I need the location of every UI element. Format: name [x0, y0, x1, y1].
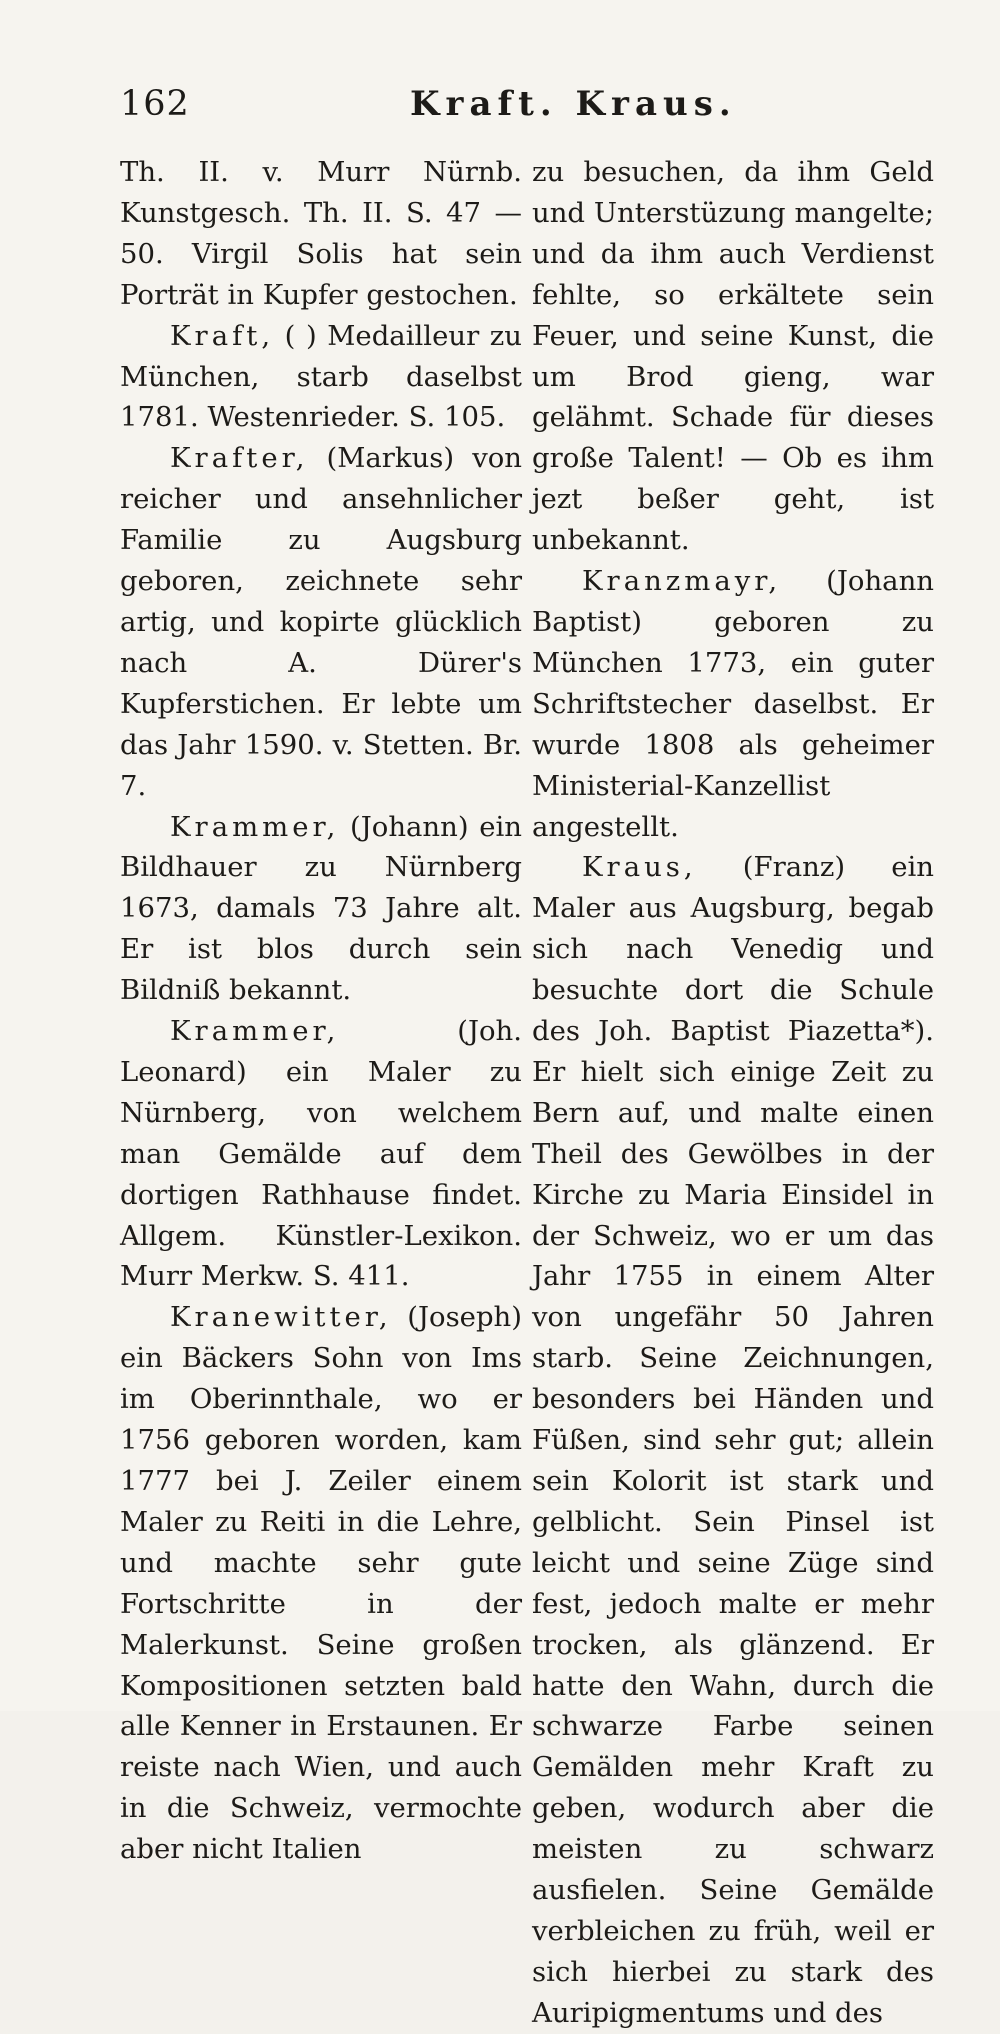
column-gutter [528, 150, 529, 1670]
page-header [120, 84, 920, 134]
entry-kraus [532, 847, 934, 2033]
entry-text: (Joh. Leonard) ein Maler zu Nürnberg, von welchem man Gemälde auf dem dortigen Rathhause findet. Allgem. Künstler-Lexikon. Murr Merkw. S. 411. [120, 1015, 522, 1293]
entry-name: Kraus, [582, 851, 697, 884]
entry-continuation: Th. II. v. Murr Nürnb. Kunstgesch. Th. II. S. 47 — 50. Virgil Solis hat sein Porträt in Kupfer gestochen. [120, 156, 522, 311]
entry-kraft [120, 316, 522, 439]
entry-kranewitter [120, 1297, 522, 1870]
entry-name: Krammer, [170, 810, 340, 843]
right-column [532, 152, 934, 2034]
entry-name: Kranzmayr, [582, 565, 782, 598]
entry-text: (Markus) von reicher und ansehnlicher Familie zu Augsburg geboren, zeichnete sehr artig, und kopirte glücklich nach A. Dürer's Kupferstichen. Er lebte um das Jahr 1590. v. Stetten. Br. 7. [120, 442, 522, 802]
entry-name: Krafter, [170, 442, 309, 475]
entry-text: (Franz) ein Maler aus Augsburg, begab sich nach Venedig und besuchte dort die Schule des Joh. Baptist Piazetta*). Er hielt sich einige Zeit zu Bern auf, und malte einen Theil des Gewölbes in der Kirche zu Maria Einsidel in der Schweiz, wo er um das Jahr 1755 in einem Alter von ungefähr 50 Jahren starb. Seine Zeichnungen, besonders bei Händen und Füßen, sind sehr gut; allein sein Kolorit ist stark und gelblicht. Sein Pinsel ist leicht und seine Züge sind fest, jedoch malte er mehr trocken, als glänzend. Er hatte den Wahn, durch die schwarze Farbe seinen Gemälden mehr Kraft zu geben, wodurch aber die meisten zu schwarz ausfielen. Seine Gemälde verbleichen zu früh, weil er sich hierbei zu stark des Auripigmentums und des [532, 851, 934, 2029]
entry-continuation: zu besuchen, da ihm Geld und Unterstüzung mangelte; und da ihm auch Verdienst fehlte, so erkältete sein Feuer, und seine Kunst, die um Brod gieng, war gelähmt. Schade für dieses große Talent! — Ob es ihm jezt beßer geht, ist unbekannt. [532, 156, 934, 557]
entry-kranzmayr [532, 561, 934, 847]
running-title: Kraft. Kraus. [410, 84, 737, 124]
entry-text: ( ) Medailleur zu München, starb daselbst 1781. Westenrieder. S. 105. [120, 319, 522, 434]
entry-krammer-johann [120, 807, 522, 1012]
entry-krafter [120, 438, 522, 806]
entry-text: (Johann Baptist) geboren zu München 1773, ein guter Schriftstecher daselbst. Er wurde 1808 als geheimer Ministerial-Kanzellist angestellt. [532, 565, 934, 843]
entry-name: Kraft, [170, 319, 275, 352]
entry-name: Krammer, [170, 1015, 340, 1048]
entry-name: Kranewitter, [170, 1301, 392, 1334]
page-number: 162 [120, 84, 190, 124]
entry-text: (Johann) ein Bildhauer zu Nürnberg 1673, damals 73 Jahre alt. Er ist blos durch sein Bildniß bekannt. [120, 810, 522, 1007]
left-column [120, 152, 522, 1870]
entry-krammer-leonard [120, 1011, 522, 1297]
entry-text: (Joseph) ein Bäckers Sohn von Ims im Oberinnthale, wo er 1756 geboren worden, kam 1777 bei J. Zeiler einem Maler zu Reiti in die Lehre, und machte sehr gute Fortschritte in der Malerkunst. Seine großen Kompositionen setzten bald alle Kenner in Erstaunen. Er reiste nach Wien, und auch in die Schweiz, vermochte aber nicht Italien [120, 1301, 522, 1866]
